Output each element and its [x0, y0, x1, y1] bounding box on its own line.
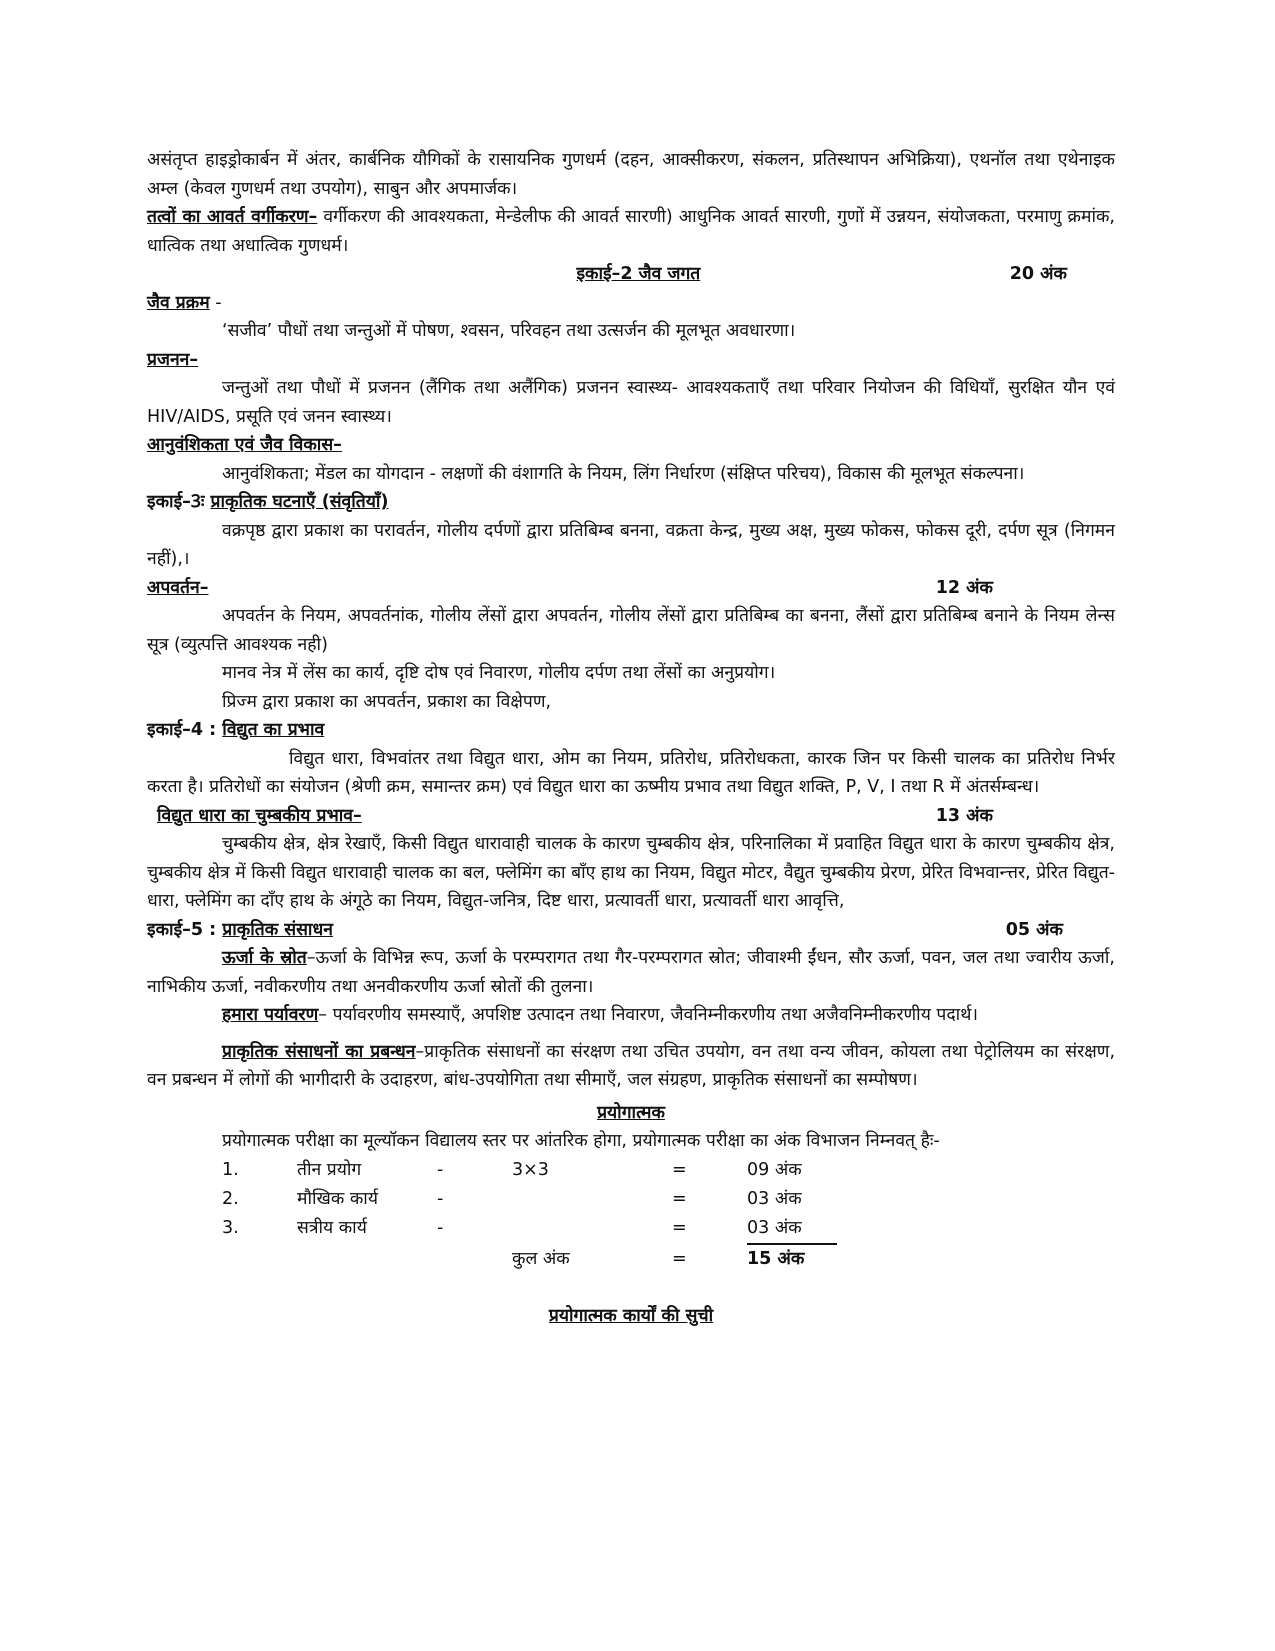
life-process-text: ‘सजीव’ पौधों तथा जन्तुओं में पोषण, श्वसन, परिवहन तथा उत्सर्जन की मूलभूत अवधारणा। [222, 321, 796, 341]
row-marks: 03 अंक [747, 1188, 802, 1209]
unit2-title: इकाई–2 जैव जगत [576, 264, 701, 284]
heredity-text: आनुवंशिकता; मेंडल का योगदान - लक्षणों की वंशागति के नियम, लिंग निर्धारण (संक्षिप्त परिचय), विकास की मूलभूत संकल्पना। [222, 463, 1025, 484]
row-calc: 3×3 [512, 1159, 549, 1180]
management-text: –प्राकृतिक संसाधनों का संरक्षण तथा उचित उपयोग, वन तथा वन्य जीवन, कोयला तथा पेट्रोलियम का संरक्षण, वन प्रबन्धन में लोगों की भागीदारी के उदाहरण, बांध-उपयोगिता तथा सीमाएँ, जल संग्रहण, प्राकृतिक संसाधनों का सम्पोषण। [147, 1041, 1116, 1090]
intro-paragraph: असंतृप्त हाइड्रोकार्बन में अंतर, कार्बनिक यौगिकों के रासायनिक गुणधर्म (दहन, आक्सीकरण, संकलन, प्रतिस्थापन अभिक्रिया), एथनॉल तथा एथेनाइक अम्ल (केवल गुणधर्म तथा उपयोग), साबुन और अपमार्जक। [147, 150, 1115, 199]
row-item: मौखिक कार्य [297, 1188, 378, 1209]
life-process-heading: जैव प्रक्रम [147, 292, 210, 313]
magnetic-heading: विद्युत धारा का चुम्बकीय प्रभाव– [157, 805, 362, 826]
row-dash: - [437, 1217, 444, 1238]
periodic-heading: तत्वों का आवर्त वर्गीकरण– [147, 207, 318, 227]
unit3-header [147, 488, 1115, 517]
magnetic-text: चुम्बकीय क्षेत्र, क्षेत्र रेखाएँ, किसी विद्युत धारावाही चालक के कारण चुम्बकीय क्षेत्र, परिनालिका में प्रवाहित विद्युत धारा के कारण चुम्बकीय क्षेत्र, चुम्बकीय क्षेत्र में किसी विद्युत धारावाही चालक का बल, फ्लेमिंग का बाँए हाथ का नियम, विद्युत मोटर, वैद्युत चुम्बकीय प्रेरण, प्रेरित विभवान्त्तर, प्रेरित विद्युत-धारा, फ्लेमिंग का दाँए हाथ के अंगूठे का नियम, विद्युत-जनित्र, दिष्ट धारा, प्रत्यावर्ती धारा, प्रत्यावर्ती धारा आवृत्ति, [147, 834, 1115, 911]
energy-text: –ऊर्जा के विभिन्न रूप, ऊर्जा के परम्परागत तथा गैर-परम्परागत स्रोत; जीवाश्मी ईंधन, सौर ऊर्जा, पवन, जल तथा ज्वारीय ऊर्जा, नाभिकीय ऊर्जा, नवीकरणीय तथा अनवीकरणीय ऊर्जा स्रोतों की तुलना। [147, 948, 1115, 997]
row-marks: 03 अंक [747, 1217, 802, 1238]
eye-text: मानव नेत्र में लेंस का कार्य, दृष्टि दोष एवं निवारण, गोलीय दर्पण तथा लेंसों का अनुप्रयोग। [222, 663, 776, 683]
unit4-title: विद्युत का प्रभाव [222, 720, 325, 740]
row-equals: = [672, 1159, 687, 1180]
practical-list-title: प्रयोगात्मक कार्यों की सुची [548, 1305, 714, 1326]
total-label: कुल अंक [512, 1248, 570, 1269]
total-marks: 15 अंक [747, 1243, 837, 1274]
reproduction-heading: प्रजनन– [147, 349, 199, 370]
electricity-text: विद्युत धारा, विभवांतर तथा विद्युत धारा, ओम का नियम, प्रतिरोध, प्रतिरोधकता, कारक जिन पर किसी चालक का प्रतिरोध निर्भर करता है। प्रतिरोधों का संयोजन (श्रेणी क्रम, समान्तर क्रम) एवं विद्युत धारा का ऊष्मीय प्रभाव तथा विद्युत शक्ति, P, V, I तथा R में अंतर्सम्बन्ध। [147, 748, 1115, 797]
total-row [222, 1243, 1115, 1272]
unit4-header [147, 716, 1115, 745]
unit4-prefix: इकाई–4 : [147, 720, 223, 740]
unit3-prefix: इकाई–3ः [147, 492, 211, 512]
prism-text: प्रिज्म द्वारा प्रकाश का अपवर्तन, प्रकाश का विक्षेपण, [222, 691, 552, 712]
energy-paragraph [147, 944, 1115, 1001]
unit2-marks: 20 अंक [1009, 264, 1067, 284]
marks-table [222, 1156, 1115, 1272]
environment-text: – पर्यावरणीय समस्याएँ, अपशिष्ट उत्पादन तथा निवारण, जैवनिम्नीकरणीय तथा अजैवनिम्नीकरणीय पदार्थ। [318, 1005, 979, 1025]
practical-title: प्रयोगात्मक [597, 1102, 665, 1123]
unit3-title: प्राकृतिक घटनाएँ (संवृतियाँ) [210, 492, 389, 512]
management-paragraph [147, 1038, 1115, 1095]
heredity-heading: आनुवंशिकता एवं जैव विकास– [147, 435, 342, 455]
life-process-dash: - [209, 292, 222, 313]
unit5-prefix: इकाई–5 : [147, 919, 223, 940]
table-row [222, 1156, 1115, 1185]
table-row [222, 1214, 1115, 1243]
energy-heading: ऊर्जा के स्रोत [222, 948, 307, 968]
reproduction-heading-line [147, 346, 1115, 375]
syllabus-page [147, 146, 1115, 1330]
life-process-line [147, 289, 1115, 318]
periodic-paragraph [147, 203, 1115, 260]
environment-heading: हमारा पर्यावरण [222, 1005, 319, 1025]
row-equals: = [672, 1217, 687, 1238]
row-dash: - [437, 1188, 444, 1209]
row-item: तीन प्रयोग [297, 1159, 362, 1180]
unit4-marks: 13 अंक [935, 805, 993, 826]
row-equals: = [672, 1188, 687, 1209]
refraction-text: अपवर्तन के नियम, अपवर्तनांक, गोलीय लेंसों द्वारा अपवर्तन, गोलीय लेंसों द्वारा प्रतिबिम्ब का बनना, लैंसों द्वारा प्रतिबिम्ब बनाने के नियम लेन्स सूत्र (व्युत्पत्ति आवश्यक नही) [147, 606, 1115, 655]
row-number: 1. [222, 1159, 239, 1180]
row-number: 3. [222, 1217, 239, 1238]
table-row [222, 1185, 1115, 1214]
refraction-heading: अपवर्तन– [147, 577, 209, 598]
unit5-title: प्राकृतिक संसाधन [222, 919, 333, 940]
unit5-marks: 05 अंक [1005, 919, 1063, 940]
management-heading: प्राकृतिक संसाधनों का प्रबन्धन [222, 1041, 416, 1062]
row-dash: - [437, 1159, 444, 1180]
unit2-header [147, 260, 1115, 289]
heredity-heading-line [147, 431, 1115, 460]
total-equals: = [672, 1248, 687, 1269]
reflection-text: वक्रपृष्ठ द्वारा प्रकाश का परावर्तन, गोलीय दर्पणों द्वारा प्रतिबिम्ब बनना, वक्रता केन्द्र, मुख्य अक्ष, मुख्य फोकस, फोकस दूरी, दर्पण सूत्र (निगमन नहीं),। [147, 520, 1115, 569]
unit5-header [147, 916, 1115, 945]
row-marks: 09 अंक [747, 1159, 802, 1180]
practical-intro: प्रयोगात्मक परीक्षा का मूल्यॉकन विद्यालय स्तर पर आंतरिक होगा, प्रयोगात्मक परीक्षा का अंक विभाजन निम्नवत् हैः- [222, 1131, 940, 1151]
reproduction-text: जन्तुओं तथा पौधों में प्रजनन (लैंगिक तथा अलैंगिक) प्रजनन स्वास्थ्य- आवश्यकताएँ तथा परिवार नियोजन की विधियाँ, सुरक्षित यौन एवं HIV/AIDS, प्रसूति एवं जनन स्वास्थ्य। [147, 378, 1115, 427]
row-number: 2. [222, 1188, 239, 1209]
periodic-text: वर्गीकरण की आवश्यकता, मेन्डेलीफ की आवर्त सारणी) आधुनिक आवर्त सारणी, गुणों में उन्नयन, संयोजकता, परमाणु क्रमांक, धात्विक तथा अधात्विक गुणधर्म। [147, 207, 1115, 256]
unit3-marks: 12 अंक [935, 577, 993, 598]
refraction-header [147, 574, 1115, 603]
environment-paragraph [147, 1001, 1115, 1030]
row-item: सत्रीय कार्य [297, 1217, 367, 1238]
magnetic-header [147, 802, 1115, 831]
